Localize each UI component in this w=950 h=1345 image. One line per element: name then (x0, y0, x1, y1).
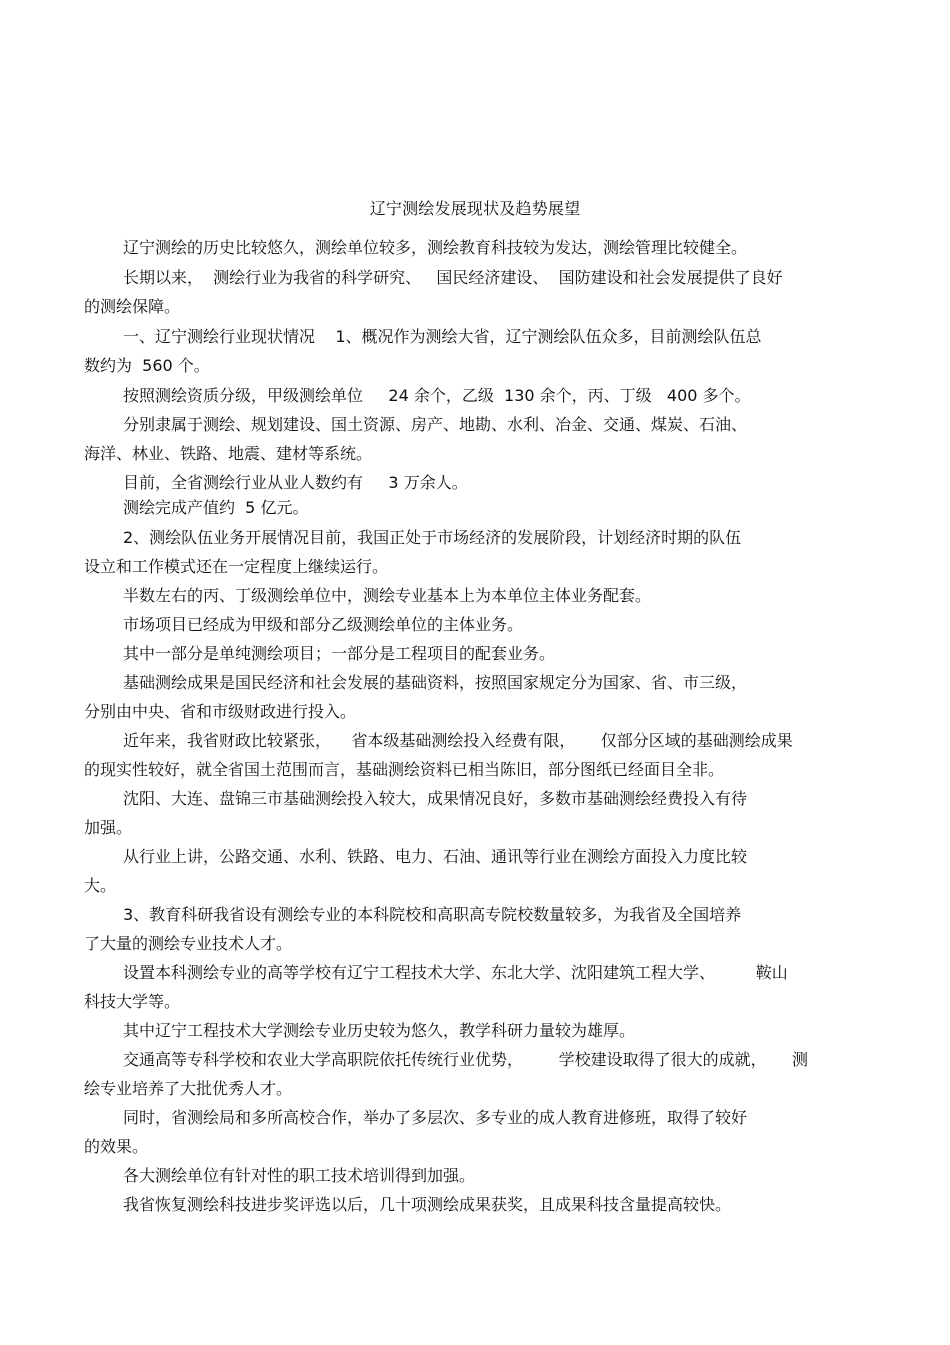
paragraph-line: 海洋、林业、铁路、地震、建材等系统。 (84, 444, 373, 463)
paragraph-line: 目前，全省测绘行业从业人数约有 3 万余人。 (123, 473, 468, 492)
paragraph-line: 基础测绘成果是国民经济和社会发展的基础资料，按照国家规定分为国家、省、市三级， (123, 673, 748, 692)
paragraph-line: 的测绘保障。 (84, 297, 181, 316)
paragraph-line: 大。 (84, 876, 117, 895)
paragraph-line: 近年来，我省财政比较紧张， 省本级基础测绘投入经费有限， 仅部分区域的基础测绘成果 (123, 731, 793, 750)
paragraph-line: 3、教育科研我省设有测绘专业的本科院校和高职高专院校数量较多，为我省及全国培养 (123, 905, 742, 924)
paragraph-line: 我省恢复测绘科技进步奖评选以后，几十项测绘成果获奖，且成果科技含量提高较快。 (123, 1195, 732, 1214)
paragraph-line: 其中辽宁工程技术大学测绘专业历史较为悠久，教学科研力量较为雄厚。 (123, 1021, 636, 1040)
paragraph-line: 市场项目已经成为甲级和部分乙级测绘单位的主体业务。 (123, 615, 524, 634)
paragraph-line: 测绘完成产值约 5 亿元。 (123, 498, 309, 517)
paragraph-line: 的现实性较好，就全省国土范围而言，基础测绘资料已相当陈旧，部分图纸已经面目全非。 (84, 760, 725, 779)
paragraph-line: 设置本科测绘专业的高等学校有辽宁工程技术大学、东北大学、沈阳建筑工程大学、 鞍山 (123, 963, 788, 982)
paragraph-line: 设立和工作模式还在一定程度上继续运行。 (84, 557, 389, 576)
paragraph-line: 沈阳、大连、盘锦三市基础测绘投入较大，成果情况良好，多数市基础测绘经费投入有待 (123, 789, 748, 808)
paragraph-line: 绘专业培养了大批优秀人才。 (84, 1079, 293, 1098)
paragraph-line: 从行业上讲，公路交通、水利、铁路、电力、石油、通讯等行业在测绘方面投入力度比较 (123, 847, 748, 866)
paragraph-line: 了大量的测绘专业技术人才。 (84, 934, 293, 953)
document-title: 辽宁测绘发展现状及趋势展望 (369, 199, 581, 218)
paragraph-line: 同时，省测绘局和多所高校合作，举办了多层次、多专业的成人教育进修班，取得了较好 (123, 1108, 748, 1127)
paragraph-line: 按照测绘资质分级，甲级测绘单位 24 余个，乙级 130 余个，丙、丁级 400 多个。 (123, 386, 751, 405)
paragraph-line: 分别由中央、省和市级财政进行投入。 (84, 702, 357, 721)
paragraph-line: 其中一部分是单纯测绘项目；一部分是工程项目的配套业务。 (123, 644, 556, 663)
paragraph-line: 交通高等专科学校和农业大学高职院依托传统行业优势， 学校建设取得了很大的成就， 测 (123, 1050, 809, 1069)
paragraph-line: 加强。 (84, 818, 133, 837)
paragraph-line: 长期以来， 测绘行业为我省的科学研究、 国民经济建设、 国防建设和社会发展提供了良好 (123, 268, 783, 287)
paragraph-line: 半数左右的丙、丁级测绘单位中，测绘专业基本上为本单位主体业务配套。 (123, 586, 652, 605)
paragraph-line: 数约为 560 个。 (84, 356, 210, 375)
paragraph-line: 分别隶属于测绘、规划建设、国土资源、房产、地勘、水利、冶金、交通、煤炭、石油、 (123, 415, 748, 434)
paragraph-line: 的效果。 (84, 1137, 149, 1156)
paragraph-line: 2、测绘队伍业务开展情况目前，我国正处于市场经济的发展阶段，计划经济时期的队伍 (123, 528, 742, 547)
paragraph-line: 科技大学等。 (84, 992, 181, 1011)
paragraph-line: 辽宁测绘的历史比较悠久，测绘单位较多，测绘教育科技较为发达，测绘管理比较健全。 (123, 238, 748, 257)
paragraph-line: 一、辽宁测绘行业现状情况 1、概况作为测绘大省，辽宁测绘队伍众多，目前测绘队伍总 (123, 327, 762, 346)
paragraph-line: 各大测绘单位有针对性的职工技术培训得到加强。 (123, 1166, 476, 1185)
